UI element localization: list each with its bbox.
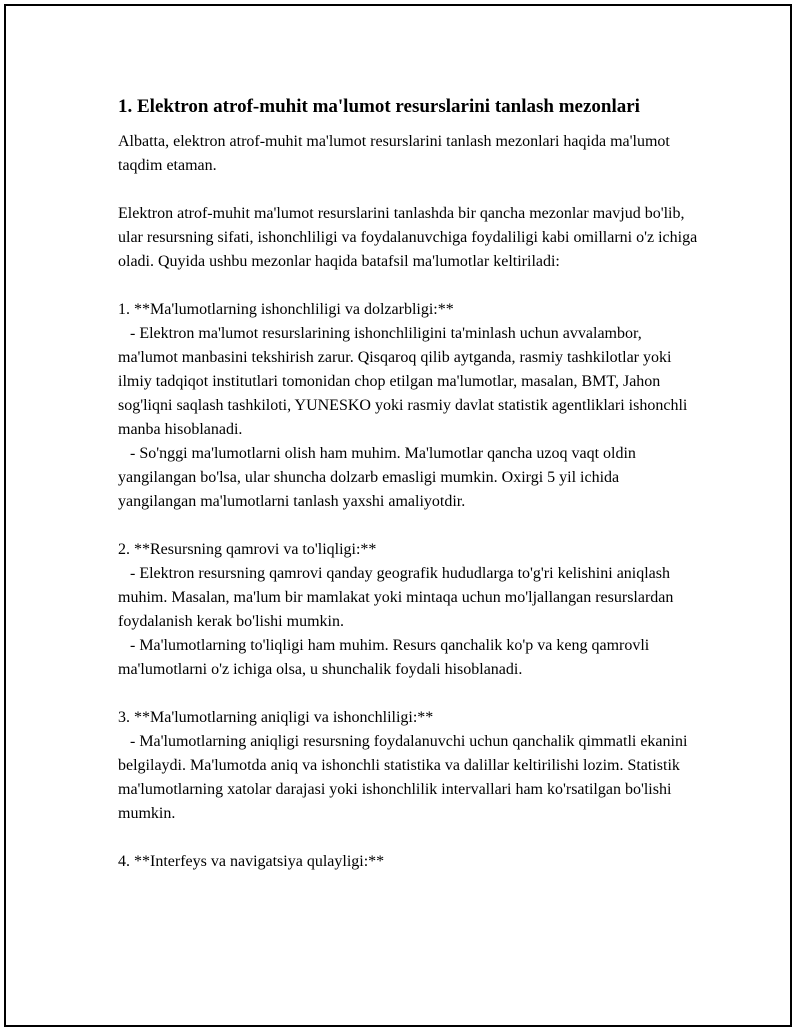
overview-paragraph: Elektron atrof-muhit ma'lumot resurslarini tanlashda bir qancha mezonlar mavjud bo'lib, ular resursning sifati, ishonchliligi va foydalanuvchiga foydaliligi kabi omillarni o'z ichiga oladi. Quyida ushbu mezonlar haqida batafsil ma'lumotlar keltiriladi: xyxy=(118,205,702,270)
intro-paragraph: Albatta, elektron atrof-muhit ma'lumot resurslarini tanlash mezonlari haqida ma'lumot taqdim etaman. xyxy=(118,133,674,174)
paragraph-gap xyxy=(118,178,698,202)
document-title: 1. Elektron atrof-muhit ma'lumot resurslarini tanlash mezonlari xyxy=(118,96,640,117)
criterion-1-paragraph: 1. **Ma'lumotlarning ishonchliligi va dolzarbligi:** - Elektron ma'lumot resurslarining ishonchliligini ta'minlash uchun avvalambor, ma'lumot manbasini tekshirish zarur. Qisqaroq qilib aytganda, rasmiy tashkilotlar yoki ilmiy tadqiqot institutlari tomonidan chop etilgan ma'lumotlar, masalan, BMT, Jahon sog'liqni saqlash tashkiloti, YUNESKO yoki rasmiy davlat statistik agentliklari ishonchli manba hisoblanadi. - So'nggi ma'lumotlarni olish ham muhim. Ma'lumotlar qancha uzoq vaqt oldin yangilangan bo'lsa, ular shuncha dolzarb emasligi mumkin. Oxirgi 5 yil ichida yangilangan ma'lumotlarni tanlash yaxshi amaliyotdir. xyxy=(118,301,688,510)
criterion-3-paragraph: 3. **Ma'lumotlarning aniqligi va ishonchliligi:** - Ma'lumotlarning aniqligi resursning foydalanuvchi uchun qanchalik qimmatli ekanini belgilaydi. Ma'lumotda aniq va ishonchli statistika va dalillar keltirilishi lozim. Statistik ma'lumotlarning xatolar darajasi yoki ishonchlilik intervallari ham ko'rsatilgan bo'lishi mumkin. xyxy=(118,709,688,822)
paragraph-gap xyxy=(118,274,698,298)
paragraph-gap xyxy=(118,682,698,706)
document-body xyxy=(118,94,702,874)
paragraph-gap xyxy=(118,826,698,850)
paragraph-gap xyxy=(118,514,698,538)
criterion-2-paragraph: 2. **Resursning qamrovi va to'liqligi:** - Elektron resursning qamrovi qanday geografik hududlarga to'g'ri kelishini aniqlash muhim. Masalan, ma'lum bir mamlakat yoki mintaqa uchun mo'ljallangan resurslardan foydalanish kerak bo'lishi mumkin. - Ma'lumotlarning to'liqligi ham muhim. Resurs qanchalik ko'p va keng qamrovli ma'lumotlarni o'z ichiga olsa, u shunchalik foydali hisoblanadi. xyxy=(118,541,674,678)
criterion-4-paragraph: 4. **Interfeys va navigatsiya qulayligi:** xyxy=(118,853,385,870)
